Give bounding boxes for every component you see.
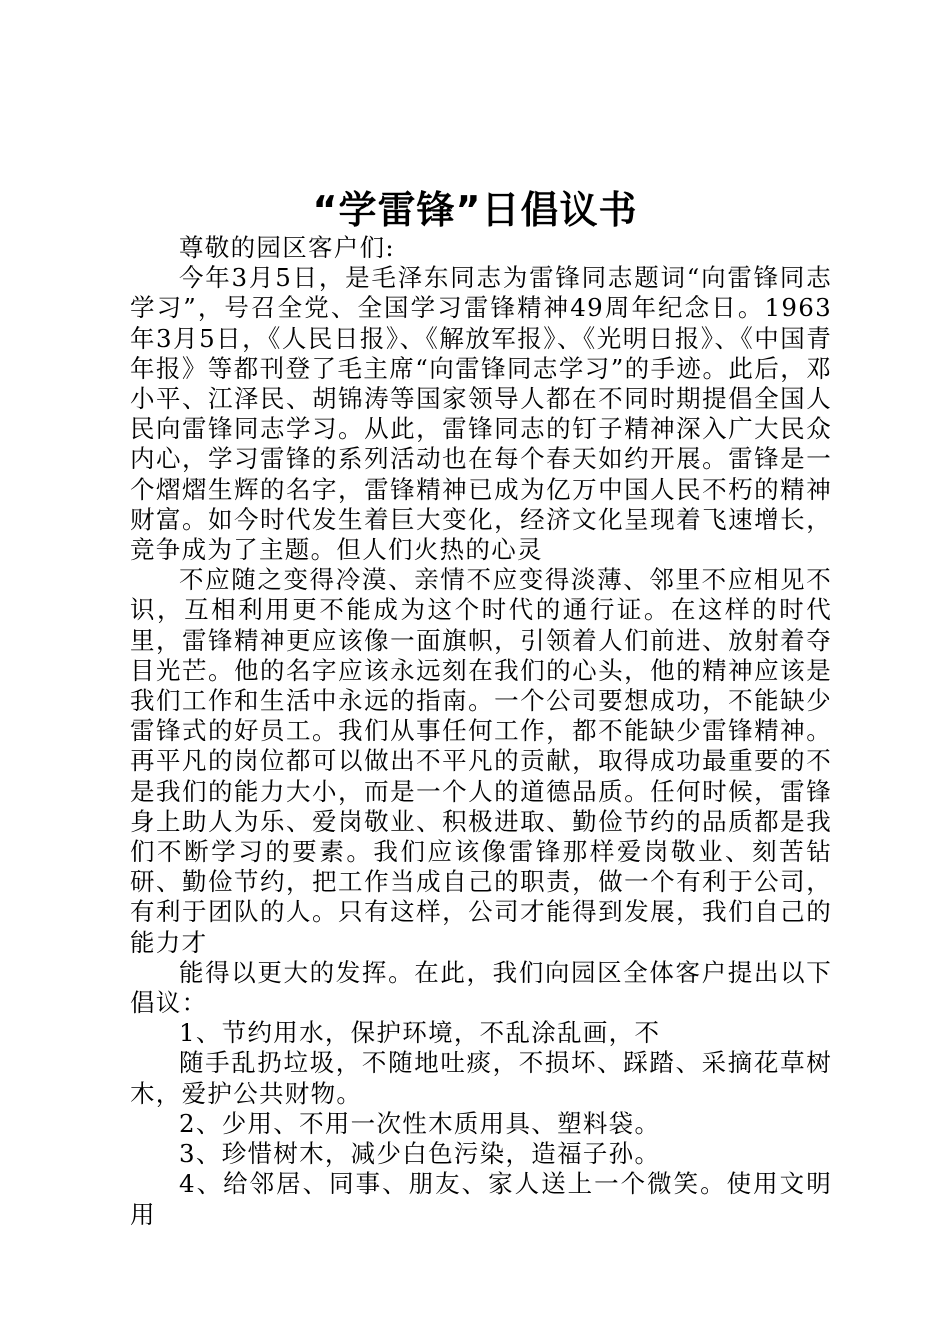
paragraph: 不应随之变得冷漠、亲情不应变得淡薄、邻里不应相见不识，互相利用更不能成为这个时代的通行证。在这样的时代里，雷锋精神更应该像一面旗帜，引领着人们前进、放射着夺目光芒。他的名字应该永远刻在我们的心头，他的精神应该是我们工作和生活中永远的指南。一个公司要想成功，不能缺少雷锋式的好员工。我们从事任何工作，都不能缺少雷锋精神。再平凡的岗位都可以做出不平凡的贡献，取得成功最重要的不是我们的能力大小，而是一个人的道德品质。任何时候，雷锋身上助人为乐、爱岗敬业、积极进取、勤俭节约的品质都是我们不断学习的要素。我们应该像雷锋那样爱岗敬业、刻苦钻研、勤俭节约，把工作当成自己的职责，做一个有利于公司，有利于团队的人。只有这样，公司才能得到发展，我们自己的能力才	[130, 565, 832, 957]
document-body	[130, 233, 832, 1230]
salutation: 尊敬的园区客户们:	[179, 233, 395, 262]
paragraph: 今年3月5日，是毛泽东同志为雷锋同志题词“向雷锋同志学习”，号召全党、全国学习雷锋精神49周年纪念日。1963年3月5日，《人民日报》、《解放军报》、《光明日报》、《中国青年报》等都刊登了毛主席“向雷锋同志学习”的手迹。此后，邓小平、江泽民、胡锦涛等国家领导人都在不同时期提倡全国人民向雷锋同志学习。从此，雷锋同志的钉子精神深入广大民众内心，学习雷锋的系列活动也在每个春天如约开展。雷锋是一个熠熠生辉的名字，雷锋精神已成为亿万中国人民不朽的精神财富。如今时代发生着巨大变化，经济文化呈现着飞速增长，竞争成为了主题。但人们火热的心灵	[130, 263, 832, 565]
paragraph: 随手乱扔垃圾，不随地吐痰，不损坏、踩踏、采摘花草树木，爱护公共财物。	[130, 1048, 832, 1108]
paragraph: 能得以更大的发挥。在此，我们向园区全体客户提出以下倡议：	[130, 957, 832, 1018]
list-item: 4、给邻居、同事、朋友、家人送上一个微笑。使用文明用	[130, 1169, 832, 1229]
list-item: 2、少用、不用一次性木质用具、塑料袋。	[179, 1108, 661, 1138]
document-title: “学雷锋”日倡议书	[312, 188, 638, 232]
list-item: 1、节约用水，保护环境，不乱涂乱画，不	[179, 1018, 661, 1048]
list-item: 3、珍惜树木，减少白色污染，造福子孙。	[179, 1139, 661, 1169]
